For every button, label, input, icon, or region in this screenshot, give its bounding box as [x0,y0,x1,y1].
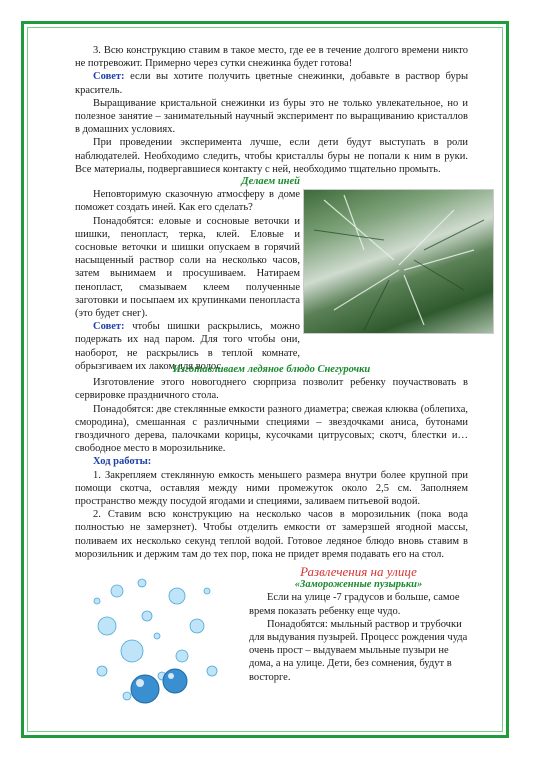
intro-paragraph-3: При проведении эксперимента лучше, если дети будут выступать в роли наблюдателей. Необходимо следить, чтобы кристаллы буры не попали к ним в руки. Все материалы, подвергавшиеся контакту с ней, необходимо тщательно промыть. [75,137,468,175]
tip-label: Совет: [93,71,125,83]
outdoor-title: Развлечения на улице [300,564,417,579]
step-1: 1. Закрепляем стеклянную емкость меньшего размера внутри более крупной при помощи скотча, оставляя между ними промежуток около 2,5 см. Заполняем пространство между посудой ягодами и специями, заливаем питьевой водой. [75,469,468,508]
outdoor-section [249,565,468,684]
intro-step3: 3. Всю конструкцию ставим в такое место, где ее в течение долгого времени никто не потревожит. Примерно через сутки снежинка будет готова! [75,45,468,70]
frozen-bubbles-image [87,571,227,710]
tip-text: если вы хотите получить цветные снежинки, добавьте в раствор буры краситель. [75,71,468,96]
frosted-pine-photo [303,189,494,334]
intro-section [75,44,468,176]
frost-tip-text: чтобы шишки раскрылись, можно подержать их над паром. Для того чтобы они, наоборот, не раскрылись в теплой комнате, обрызгиваем их лаком для волос. [75,321,300,372]
frost-paragraph-1: Неповторимую сказочную атмосферу в доме поможет создать иней. Как его сделать? [75,189,300,214]
frost-title: Делаем иней [241,176,300,187]
intro-tip [75,70,468,96]
step-2: 2. Ставим всю конструкцию на несколько часов в морозильник (пока вода полностью не замерзнет). Чтобы отделить емкости от замерзшей ягодной массы, поливаем их несколько секунд теплой водой. Готовое ледяное блюдо вновь ставим в морозильник и держим там до тех пор, пока не придет время подавать его на стол. [75,509,468,560]
intro-paragraph-2: Выращивание кристальной снежинки из буры это не только увлекательное, но и полезное занятие – занимательный научный эксперимент по выращиванию кристаллов в домашних условиях. [75,97,468,136]
outdoor-subtitle: «Замороженные пузырьки» [294,579,423,591]
ice-paragraph-2: Понадобятся: две стеклянные емкости разного диаметра; свежая клюква (облепиха, смородина), смешанная с различными специями – звездочками аниса, бутонами гвоздичного дерева, палочками корицы, кусочками цитрусовых; скотч, блестки и… свободное место в морозильнике. [75,403,468,455]
steps-title: Ход работы: [93,456,152,468]
ice-section [75,363,468,561]
frost-tip-label: Совет: [93,321,125,333]
ice-title: Изготавливаем ледяное блюдо Снегурочки [172,364,371,375]
ice-paragraph-1: Изготовление этого новогоднего сюрприза позволит ребенку поучаствовать в сервировке праздничного стола. [75,377,468,402]
outdoor-paragraph-2: Понадобятся: мыльный раствор и трубочки для выдувания пузырей. Процесс рождения чуда очень прост – выдуваем мыльные пузыри не дома, а на улице. Дети, без сомнения, будут в восторге. [249,618,468,683]
frost-paragraph-2: Понадобятся: еловые и сосновые веточки и шишки, пенопласт, терка, клей. Еловые и сосновые веточки и шишки опускаем в горячий насыщенный раствор соли на несколько часов, затем вынимаем и просушиваем. Натираем пенопласт, смазываем клеем полученные заготовки и посыпаем их крупинками пенопласта (это будет снег). [75,215,300,320]
outdoor-paragraph-1: Если на улице -7 градусов и больше, самое время показать ребенку еще чудо. [249,592,460,617]
frost-section [75,175,300,373]
pine-branches-image [304,190,493,333]
